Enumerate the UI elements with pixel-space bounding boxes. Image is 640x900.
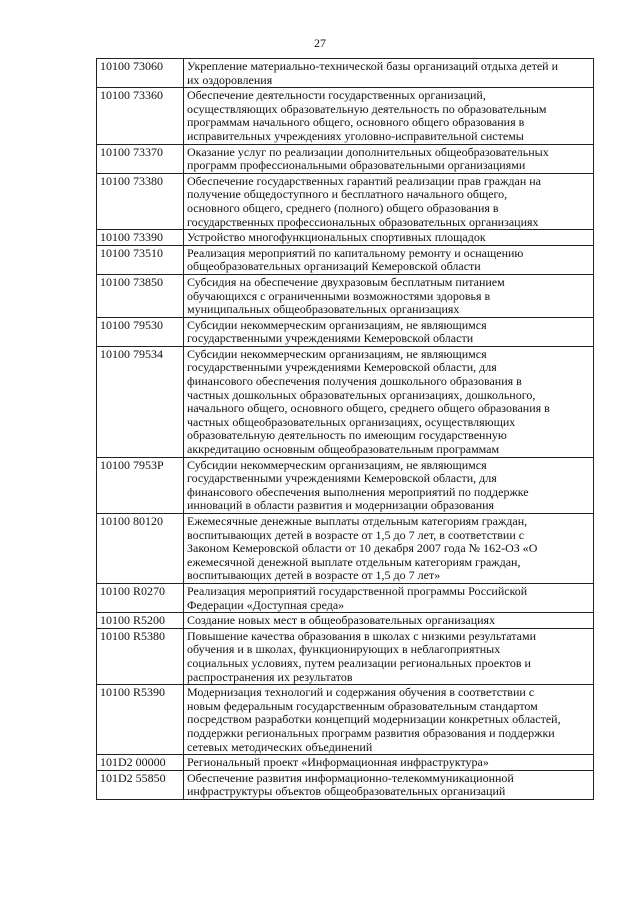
- row-description: [184, 755, 594, 771]
- description-line: Повышение качества образования в школах с низкими результатами: [187, 628, 537, 643]
- description-line: Субсидии некоммерческим организациям, не являющимся: [187, 457, 487, 472]
- description-line: Региональный проект «Информационная инфраструктура»: [187, 755, 489, 770]
- budget-codes-table: [96, 58, 594, 800]
- description-line: Укрепление материально-технической базы организаций отдыха детей и: [187, 59, 558, 73]
- description-line: воспитывающих детей в возрасте от 1,5 до 7 лет»: [187, 568, 441, 583]
- description-line: исправительных учреждениях уголовно-исправительной системы: [187, 128, 524, 143]
- row-code: 10100 R0270: [97, 583, 184, 612]
- description-line: начального общего, основного общего, среднего общего образования в: [187, 401, 550, 416]
- description-line: поддержки региональных программ развития образования и поддержки: [187, 725, 555, 740]
- table-row: [97, 514, 594, 584]
- description-line: Обеспечение деятельности государственных организаций,: [187, 88, 486, 103]
- row-description: [184, 613, 594, 629]
- row-code: 10100 73060: [97, 59, 184, 88]
- description-line: сетевых методических объединений: [187, 739, 373, 754]
- row-code: 10100 73360: [97, 88, 184, 144]
- table-row: [97, 346, 594, 457]
- description-line: финансового обеспечения выполнения мероприятий по поддержке: [187, 484, 529, 499]
- description-line: программ профессиональными образовательными организациями: [187, 158, 526, 173]
- description-line: частных общеобразовательных организациях, осуществляющих: [187, 414, 516, 429]
- description-line: государственными учреждениями Кемеровской области, для: [187, 360, 497, 375]
- table-row: [97, 274, 594, 317]
- row-description: [184, 514, 594, 584]
- description-line: осуществляющих образовательную деятельность по образовательным: [187, 101, 547, 116]
- row-code: 10100 73390: [97, 230, 184, 246]
- row-code: 10100 R5380: [97, 628, 184, 684]
- description-line: Реализация мероприятий государственной программы Российской: [187, 583, 528, 598]
- description-line: Создание новых мест в общеобразовательных организациях: [187, 613, 496, 628]
- row-code: 101D2 00000: [97, 755, 184, 771]
- row-description: [184, 245, 594, 274]
- row-description: [184, 346, 594, 457]
- description-line: Субсидии некоммерческим организациям, не являющимся: [187, 317, 487, 332]
- description-line: Ежемесячные денежные выплаты отдельным категориям граждан,: [187, 514, 528, 528]
- table-row: [97, 457, 594, 513]
- description-line: их оздоровления: [187, 72, 273, 87]
- description-line: Устройство многофункциональных спортивных площадок: [187, 230, 486, 245]
- description-line: программам начального общего, основного общего образования в: [187, 115, 525, 130]
- description-line: Реализация мероприятий по капитальному ремонту и оснащению: [187, 245, 524, 260]
- description-line: государственными учреждениями Кемеровской области, для: [187, 471, 497, 486]
- table-row: [97, 59, 594, 88]
- table-row: [97, 317, 594, 346]
- table-row: [97, 685, 594, 755]
- row-code: 10100 79534: [97, 346, 184, 457]
- row-description: [184, 628, 594, 684]
- description-line: новым федеральным государственным образовательным стандартом: [187, 698, 538, 713]
- row-code: 10100 73380: [97, 173, 184, 229]
- description-line: получение общедоступного и бесплатного начального общего,: [187, 187, 508, 202]
- row-code: 10100 79530: [97, 317, 184, 346]
- row-description: [184, 144, 594, 173]
- row-description: [184, 317, 594, 346]
- description-line: частных дошкольных образовательных организациях, дошкольного,: [187, 387, 536, 402]
- description-line: обучающихся с ограниченными возможностями здоровья в: [187, 288, 491, 303]
- row-description: [184, 59, 594, 88]
- row-code: 10100 80120: [97, 514, 184, 584]
- table-row: [97, 245, 594, 274]
- description-line: Субсидии некоммерческим организациям, не являющимся: [187, 346, 487, 361]
- description-line: общеобразовательных организаций Кемеровской области: [187, 259, 481, 274]
- table-row: [97, 88, 594, 144]
- row-code: 10100 73510: [97, 245, 184, 274]
- description-line: Законом Кемеровской области от 10 декабря 2007 года № 162-ОЗ «О: [187, 541, 538, 556]
- description-line: инноваций в области развития и модернизации образования: [187, 498, 495, 513]
- description-line: Федерации «Доступная среда»: [187, 597, 345, 612]
- row-code: 101D2 55850: [97, 770, 184, 799]
- row-description: [184, 583, 594, 612]
- description-line: основного общего, среднего (полного) общего образования в: [187, 200, 499, 215]
- table-row: [97, 230, 594, 246]
- row-code: 10100 73370: [97, 144, 184, 173]
- row-description: [184, 457, 594, 513]
- row-description: [184, 173, 594, 229]
- table-row: [97, 755, 594, 771]
- description-line: Субсидия на обеспечение двухразовым бесплатным питанием: [187, 274, 505, 289]
- table-row: [97, 583, 594, 612]
- description-line: посредством разработки концепций модернизации конкретных областей,: [187, 712, 561, 727]
- description-line: Обеспечение развития информационно-телекоммуникационной: [187, 770, 514, 785]
- row-description: [184, 685, 594, 755]
- description-line: инфраструктуры объектов общеобразовательных организаций: [187, 784, 506, 799]
- table-body: [97, 59, 594, 800]
- table-row: [97, 173, 594, 229]
- description-line: финансового обеспечения получения дошкольного образования в: [187, 374, 522, 389]
- table-row: [97, 144, 594, 173]
- row-code: 10100 7953Р: [97, 457, 184, 513]
- table-row: [97, 628, 594, 684]
- description-line: Обеспечение государственных гарантий реализации прав граждан на: [187, 173, 541, 188]
- description-line: ежемесячной денежной выплате отдельным категориям граждан,: [187, 554, 521, 569]
- description-line: образовательную деятельность по имеющим государственную: [187, 428, 507, 443]
- description-line: муниципальных общеобразовательных организациях: [187, 302, 460, 317]
- row-code: 10100 R5390: [97, 685, 184, 755]
- row-code: 10100 R5200: [97, 613, 184, 629]
- description-line: распространения их результатов: [187, 669, 353, 684]
- row-description: [184, 230, 594, 246]
- description-line: обучения и в школах, функционирующих в неблагоприятных: [187, 642, 501, 657]
- description-line: Модернизация технологий и содержания обучения в соответствии с: [187, 685, 535, 700]
- description-line: аккредитацию основным общеобразовательным программам: [187, 442, 500, 457]
- description-line: воспитывающих детей в возрасте от 1,5 до 7 лет, в соответствии с: [187, 527, 525, 542]
- row-description: [184, 770, 594, 799]
- row-code: 10100 73850: [97, 274, 184, 317]
- table-row: [97, 613, 594, 629]
- description-line: социальных условиях, путем реализации региональных проектов и: [187, 655, 531, 670]
- description-line: Оказание услуг по реализации дополнительных общеобразовательных: [187, 144, 549, 159]
- page-number: 27: [314, 36, 326, 50]
- description-line: государственными учреждениями Кемеровской области: [187, 331, 474, 346]
- row-description: [184, 88, 594, 144]
- description-line: государственных профессиональных образовательных организациях: [187, 214, 539, 229]
- row-description: [184, 274, 594, 317]
- table-row: [97, 770, 594, 799]
